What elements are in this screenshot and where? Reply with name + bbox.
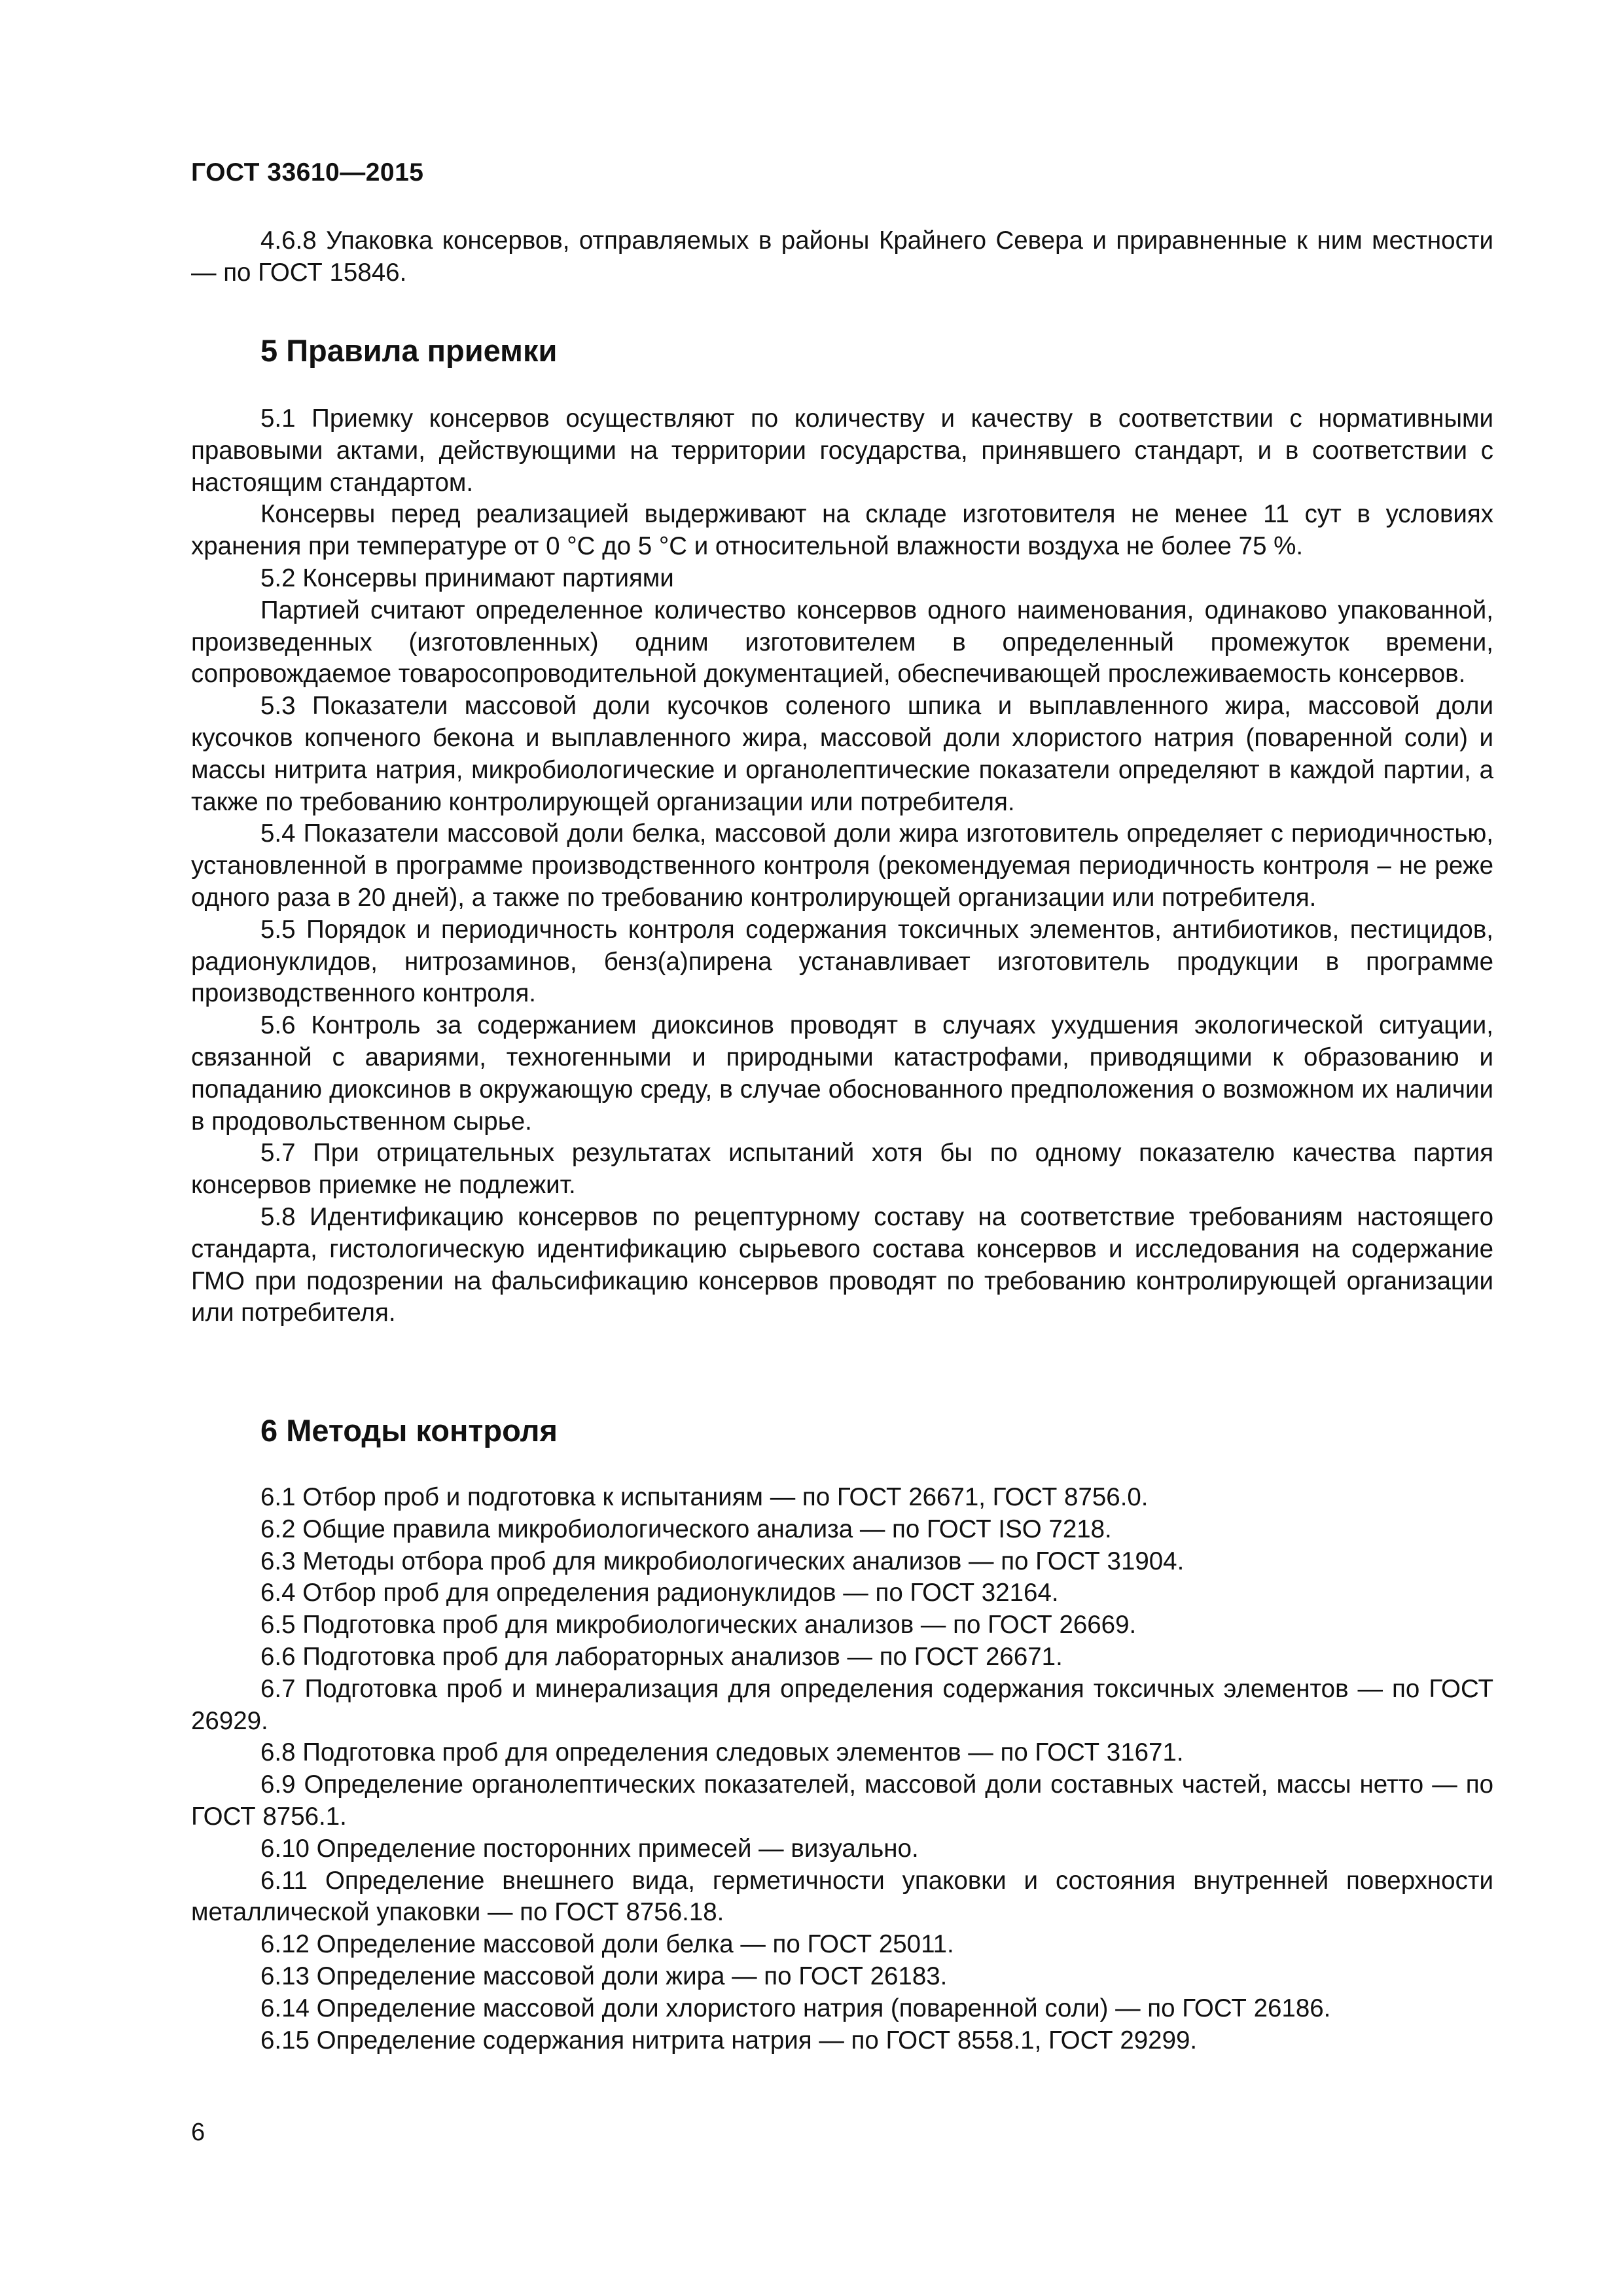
paragraph-6-8: 6.8 Подготовка проб для определения следовых элементов — по ГОСТ 31671. [260, 1738, 1184, 1767]
paragraph-5-6: 5.6 Контроль за содержанием диоксинов проводят в случаях ухудшения экологической ситуации, связанной с авариями, техногенными и природными катастрофами, приводящими к образованию и попаданию диоксинов в окружающую среду, в случае обоснованного предположения о возможном их наличии в продовольственном сырье. [191, 1011, 1493, 1136]
paragraph-5-8: 5.8 Идентификацию консервов по рецептурному составу на соответствие требованиям настоящего стандарта, гистологическую идентификацию сырьевого состава консервов и исследования на содержание ГМО при подозрении на фальсификацию консервов проводят по требованию контролирующей организации или потребителя. [191, 1202, 1493, 1327]
paragraph-6-9: 6.9 Определение органолептических показателей, массовой доли составных частей, массы нетто — по ГОСТ 8756.1. [191, 1770, 1493, 1831]
paragraph-6-6: 6.6 Подготовка проб для лабораторных анализов — по ГОСТ 26671. [260, 1642, 1063, 1671]
paragraph-5-1: 5.1 Приемку консервов осуществляют по количеству и качеству в соответствии с нормативными правовыми актами, действующими на территории государства, принявшего стандарт, и в соответствии с настоящим стандартом. [191, 404, 1493, 497]
paragraph-5-3: 5.3 Показатели массовой доли кусочков соленого шпика и выплавленного жира, массовой доли кусочков копченого бекона и выплавленного жира, массовой доли хлористого натрия (поваренной соли) и массы нитрита натрия, микробиологические и органолептические показатели определяют в каждой партии, а также по требованию контролирующей организации или потребителя. [191, 692, 1493, 816]
paragraph-6-10: 6.10 Определение посторонних примесей — визуально. [260, 1834, 919, 1863]
paragraph-6-15: 6.15 Определение содержания нитрита натрия — по ГОСТ 8558.1, ГОСТ 29299. [260, 2026, 1198, 2054]
section-5-body [191, 403, 1493, 1329]
paragraph-6-7: 6.7 Подготовка проб и минерализация для определения содержания токсичных элементов — по ГОСТ 26929. [191, 1674, 1493, 1735]
intro-paragraphs [191, 225, 1493, 289]
paragraph-5-2-batch: Партией считают определенное количество консервов одного наименования, одинаково упакованной, произведенных (изготовленных) одним изготовителем в определенный промежуток времени, сопровождаемое товаросопроводительной документацией, обеспечивающей прослеживаемость консервов. [191, 596, 1493, 689]
paragraph-5-7: 5.7 При отрицательных результатах испытаний хотя бы по одному показателю качества партия консервов приемке не подлежит. [191, 1139, 1493, 1200]
paragraph-6-3: 6.3 Методы отбора проб для микробиологических анализов — по ГОСТ 31904. [260, 1547, 1185, 1575]
paragraph-4-6-8: 4.6.8 Упаковка консервов, отправляемых в районы Крайнего Севера и приравненные к ним местности — по ГОСТ 15846. [191, 226, 1493, 287]
paragraph-6-4: 6.4 Отбор проб для определения радионуклидов — по ГОСТ 32164. [260, 1579, 1059, 1607]
paragraph-5-2: 5.2 Консервы принимают партиями [260, 564, 674, 592]
paragraph-6-12: 6.12 Определение массовой доли белка — по ГОСТ 25011. [260, 1930, 954, 1959]
paragraph-6-13: 6.13 Определение массовой доли жира — по ГОСТ 26183. [260, 1962, 948, 1990]
paragraph-5-1-storage: Консервы перед реализацией выдерживают на складе изготовителя не менее 11 сут в условиях хранения при температуре от 0 °C до 5 °C и относительной влажности воздуха не более 75 %. [191, 500, 1493, 561]
section-6-heading: 6 Методы контроля [260, 1413, 558, 1448]
page-number: 6 [191, 2119, 205, 2146]
paragraph-6-5: 6.5 Подготовка проб для микробиологических анализов — по ГОСТ 26669. [260, 1611, 1137, 1640]
paragraph-6-1: 6.1 Отбор проб и подготовка к испытаниям — по ГОСТ 26671, ГОСТ 8756.0. [260, 1483, 1149, 1511]
paragraph-5-4: 5.4 Показатели массовой доли белка, массовой доли жира изготовитель определяет с периодичностью, установленной в программе производственного контроля (рекомендуемая периодичность контроля – не реже одного раза в 20 дней), а также по требованию контролирующей организации или потребителя. [191, 819, 1493, 912]
paragraph-6-2: 6.2 Общие правила микробиологического анализа — по ГОСТ ISO 7218. [260, 1515, 1112, 1543]
paragraph-5-5: 5.5 Порядок и периодичность контроля содержания токсичных элементов, антибиотиков, пестицидов, радионуклидов, нитрозаминов, бенз(а)пирена устанавливает изготовитель продукции в программе производственного контроля. [191, 915, 1493, 1008]
document-header: ГОСТ 33610—2015 [191, 158, 424, 187]
paragraph-6-11: 6.11 Определение внешнего вида, герметичности упаковки и состояния внутренней поверхности металлической упаковки — по ГОСТ 8756.18. [191, 1866, 1493, 1927]
paragraph-6-14: 6.14 Определение массовой доли хлористого натрия (поваренной соли) — по ГОСТ 26186. [260, 1994, 1331, 2022]
section-6-body [191, 1482, 1493, 2056]
section-5-heading: 5 Правила приемки [260, 333, 558, 368]
